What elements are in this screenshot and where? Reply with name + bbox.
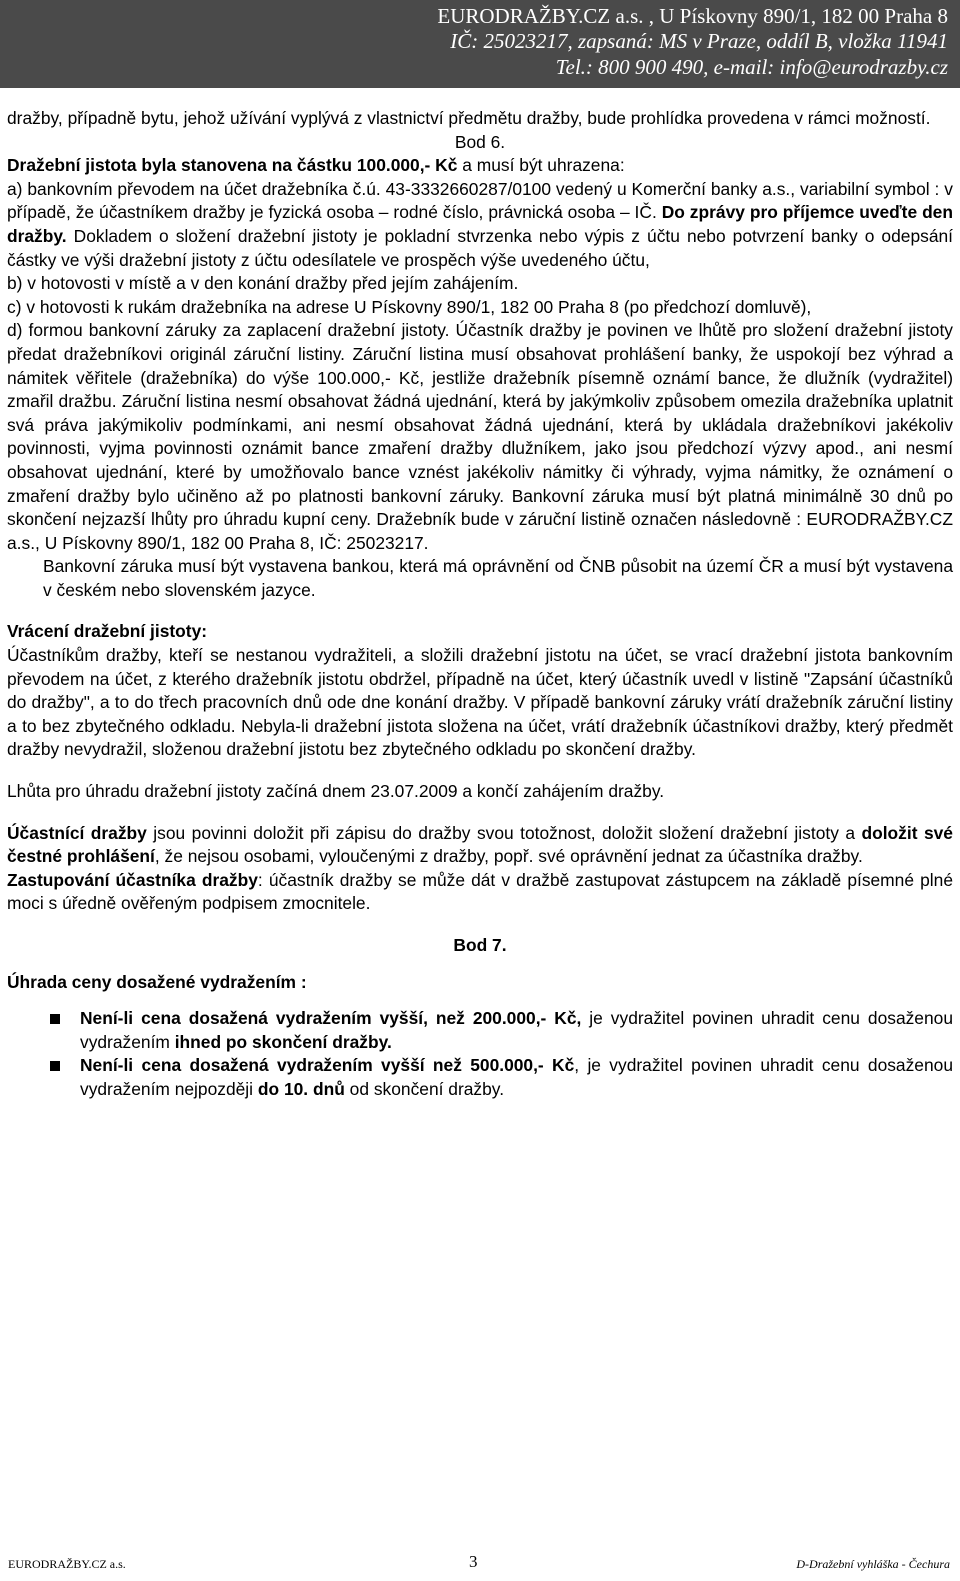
payment-option-d: d) formou bankovní záruky za zaplacení dražební jistoty. Účastník dražby je povinen ve lhůtě pro složení dražební jistoty předat dražebníkovi originál záruční listiny. Záruční listina musí obsahovat prohlášení banky, že uspokojí bez výhrad a námitek věřitele (dražebníka) do výše 100.000,- Kč, jestliže dražebník písemně oznámí bance, že dlužník (vydražitel) zmařil dražbu. Záruční listina nesmí obsahovat žádná ujednání, která by jakýmkoliv způsobem omezila dražebníka uplatnit svá práva jakýmikoliv podmínkami, ani nesmí obsahovat žádná ujednání, která by ukládala dražebníkovi jakékoliv povinnosti, vyjma povinnosti oznámit bance zmaření dražby dlužníkem, jako jsou předchozí výzvy apod., ani nesmí obsahovat ujednání, které by umožňovalo bance vznést jakékoliv námitky či výhrady, vyjma námitky, že oznámení o zmaření dražby bylo učiněno až po platnosti bankovní záruky. Bankovní záruka musí být platná minimálně 30 dnů po skončení nejzazší lhůty pro úhradu kupní ceny. Dražebník bude v záruční listině označen následovně : EURODRAŽBY.CZ a.s., U Pískovny 890/1, 182 00 Praha 8, IČ: 25023217. [7,320,953,553]
jistota-amount: Dražební jistota byla stanovena na částku 100.000,- Kč [7,155,458,176]
jistota-line [7,154,953,178]
bullet-bold: Není-li cena dosažená vydražením vyšší, než 200.000,- Kč, [80,1008,582,1029]
ucastnici-bold2: doložit své čestné prohlášení [7,822,953,867]
vraceni-text: Účastníkům dražby, kteří se nestanou vydražiteli, a složili dražební jistotu na účet, se vrací dražební jistota bankovním převodem na účet, z kterého dražebník jistotu obdržel, případně na účet, který účastník uvedl v listině "Zapsání účastníků do dražby", a to do třech pracovních dnů ode dne konání dražby. V případě bankovní záruky vrátí dražebník záruční listiny a to bez zbytečného odkladu. Nebyla-li dražební jistota složena na účet, vrátí dražebník účastníkovi dražby, který předmět dražby nevydražil, složenou dražební jistotu bez zbytečného odkladu po skončení dražby. [7,645,953,760]
ucastnici-text2: , že nejsou osobami, vyloučenými z dražby, popř. své oprávnění jednat za účastníka dražby. [154,846,863,867]
uhrada-heading: Úhrada ceny dosažené vydražením : [7,971,307,992]
payment-option-c: c) v hotovosti k rukám dražebníka na adrese U Pískovny 890/1, 182 00 Praha 8 (po předchozí domluvě), [7,296,812,317]
zastupovani-paragraph [7,869,953,916]
payment-option-d-note: Bankovní záruka musí být vystavena bankou, která má oprávnění od ČNB působit na území ČR a musí být vystavena v českém nebo slovenském jazyce. [43,556,953,600]
page-number: 3 [469,1552,478,1571]
footer-document-name: D-Dražební vyhláška - Čechura [796,1557,950,1571]
bullet-bold2: ihned po skončení dražby. [174,1031,392,1052]
bullet-bold: Není-li cena dosažená vydražením vyšší než 500.000,- Kč [80,1055,575,1076]
company-contact: Tel.: 800 900 490, e-mail: info@eurodrazby.cz [555,55,948,79]
list-item [7,1054,953,1101]
jistota-rest: a musí být uhrazena: [457,155,625,176]
square-bullet-icon [50,1061,60,1071]
bullet-text: je vydražitel povinen uhradit cenu dosaženou vydražením [80,1008,953,1052]
company-name: EURODRAŽBY.CZ a.s. , U Pískovny 890/1, 182 00 Praha 8 [437,4,948,28]
option-a-rest: Dokladem o složení dražební jistoty je pokladní stvrzenka nebo výpis z účtu nebo potvrzení banky o odepsání částky ve výši dražební jistoty z účtu odesílatele ve prospěch výše uvedeného účtu, [7,225,953,270]
zastupovani-text: : účastník dražby se může dát v dražbě zastupovat zástupcem na základě písemné plné moci s úředně ověřeným podpisem zmocnitele. [7,869,953,914]
ucastnici-paragraph [7,822,953,869]
bullet-bold2: do 10. dnů [257,1078,345,1099]
bullet-text: , je vydražitel povinen uhradit cenu dosaženou vydražením nejpozději [80,1055,953,1099]
document-body [7,107,953,1102]
option-a-bold: Do zprávy pro příjemce uveďte den dražby. [7,202,953,246]
section-heading-bod6: Bod 6. [454,131,506,152]
footer-company: EURODRAŽBY.CZ a.s. [8,1557,126,1571]
section-heading-bod7: Bod 7. [453,935,507,955]
list-item [7,1007,953,1054]
payment-option-a [7,178,953,272]
company-registration: IČ: 25023217, zapsaná: MS v Praze, oddíl B, vložka 11941 [450,29,948,53]
uhrada-list [7,1007,953,1101]
intro-paragraph: dražby, případně bytu, jehož užívání vyplývá z vlastnictví předmětu dražby, bude prohlídka provedena v rámci možností. [7,108,931,128]
bullet-text2: od skončení dražby. [344,1078,505,1099]
lhuta-paragraph: Lhůta pro úhradu dražební jistoty začíná dnem 23.07.2009 a končí zahájením dražby. [7,781,665,802]
vraceni-heading: Vrácení dražební jistoty: [7,621,208,642]
payment-option-b: b) v hotovosti v místě a v den konání dražby před jejím zahájením. [7,273,519,294]
square-bullet-icon [50,1014,60,1024]
ucastnici-bold: Účastnící dražby [7,822,147,843]
option-a-text: a) bankovním převodem na účet dražebníka č.ú. 43-3332660287/0100 vedený u Komerční banky a.s., variabilní symbol : v případě, že účastníkem dražby je fyzická osoba – rodné číslo, právnická osoba – IČ. [7,178,953,223]
ucastnici-text1: jsou povinni doložit při zápisu do dražby svou totožnost, doložit složení dražební jistoty a [146,822,862,843]
letterhead-banner [0,0,960,88]
zastupovani-bold: Zastupování účastníka dražby [7,869,258,890]
